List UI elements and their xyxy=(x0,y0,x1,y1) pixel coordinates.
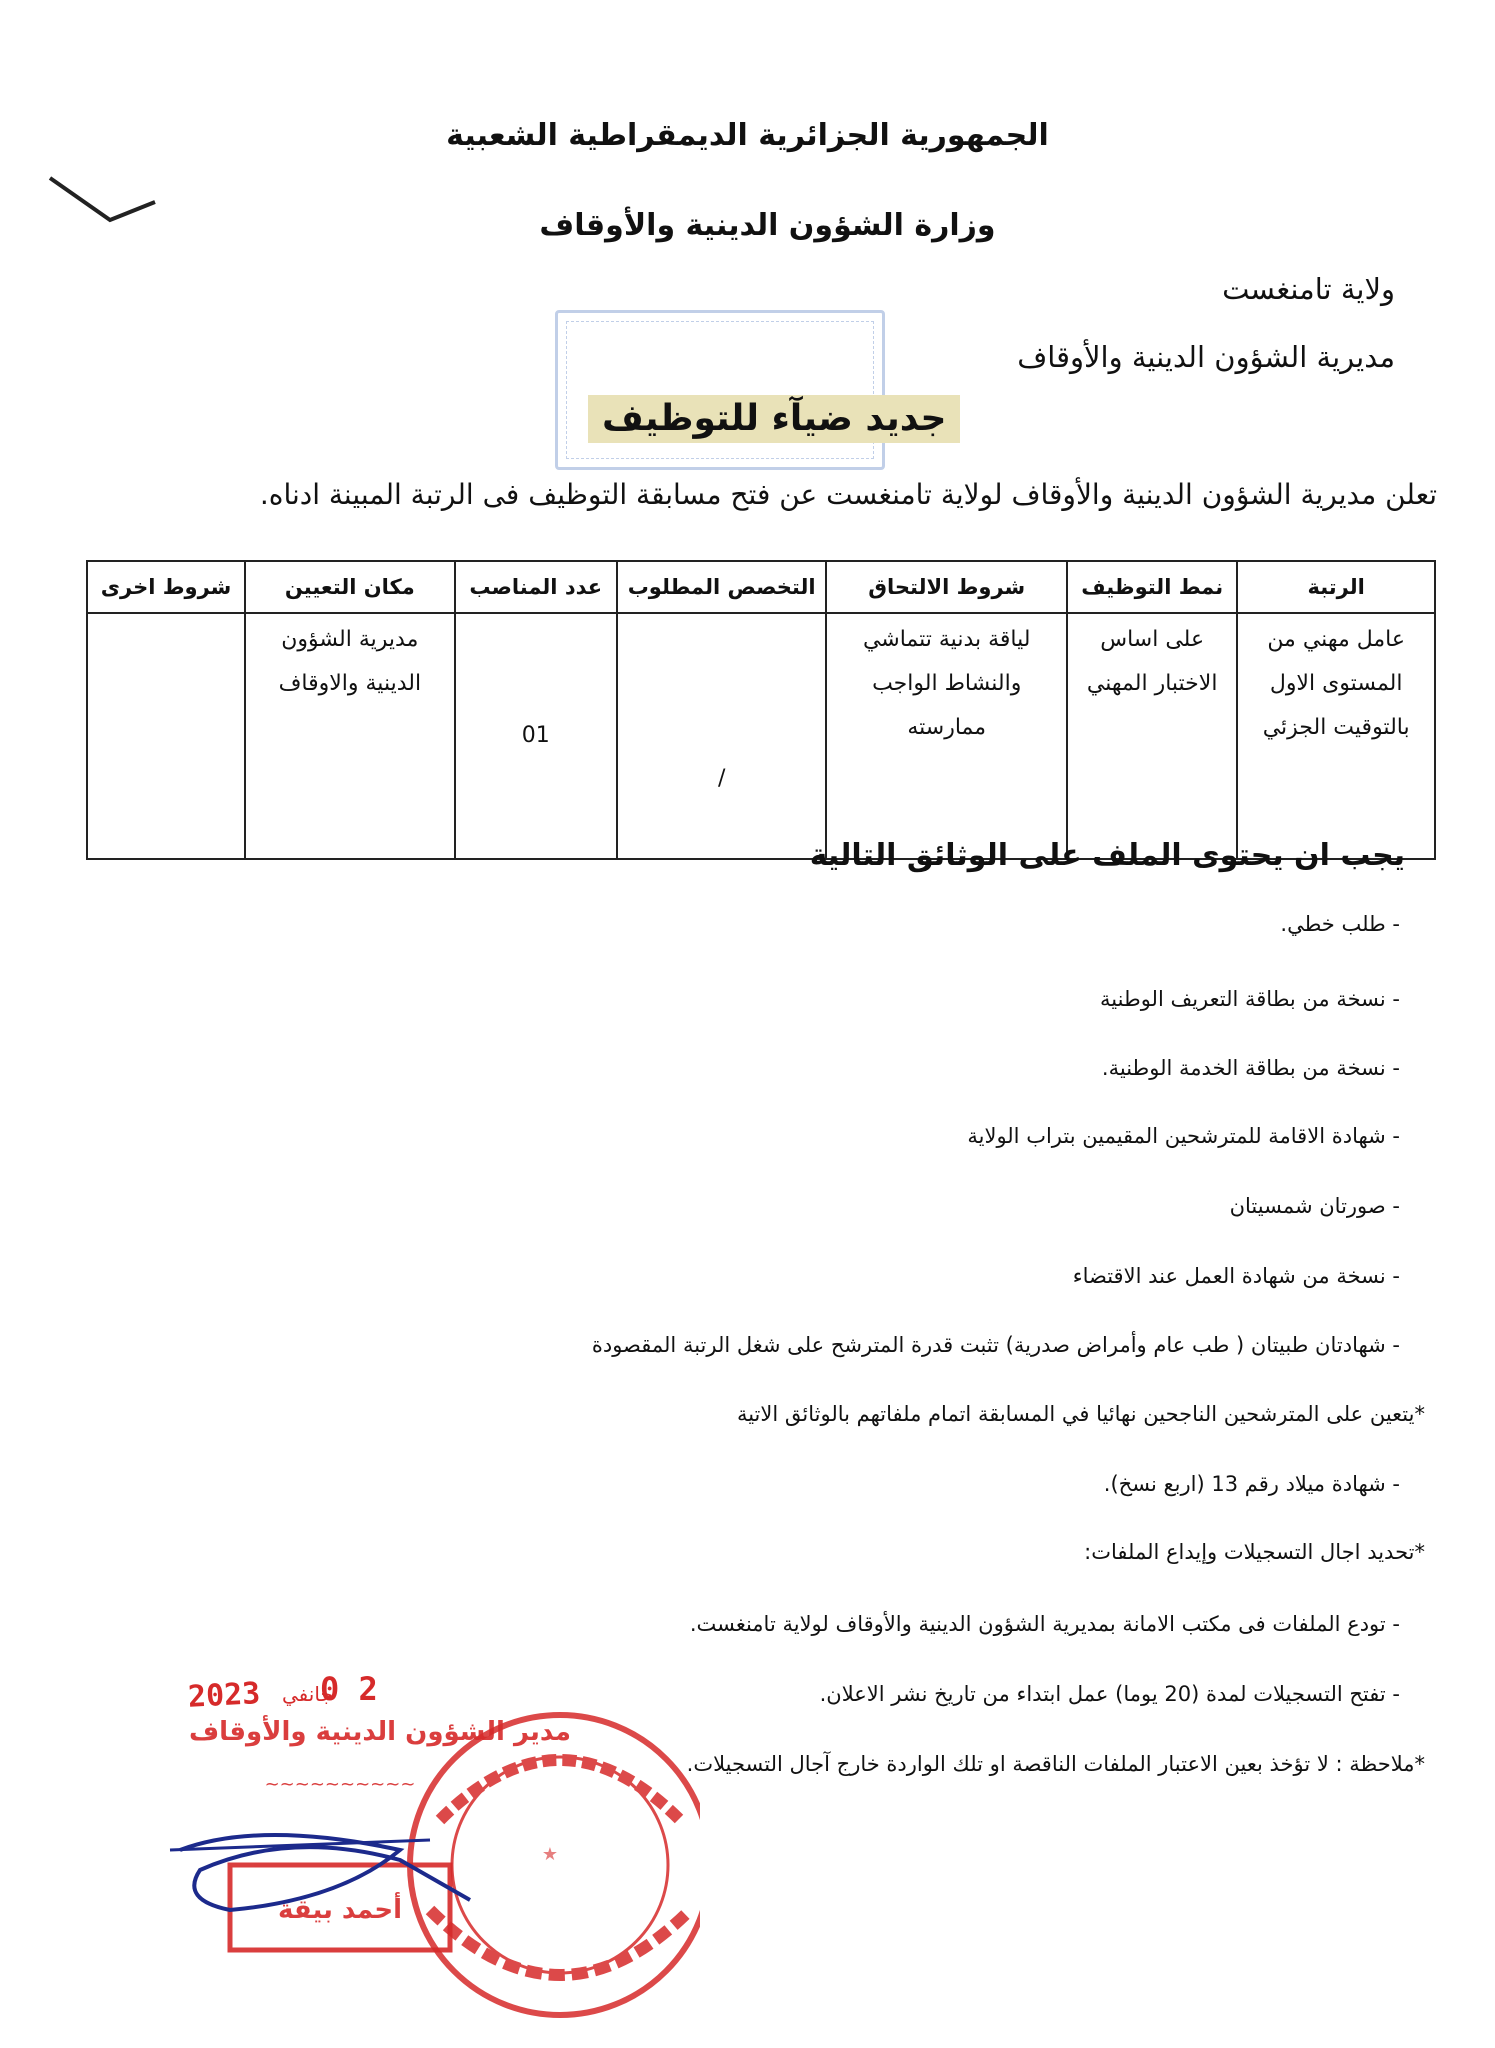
republic-title: الجمهورية الجزائرية الديمقراطية الشعبية xyxy=(446,118,1049,153)
cell-specialty: / xyxy=(617,613,826,859)
svg-text:★: ★ xyxy=(541,1844,559,1865)
list-item: - صورتان شمسيتان xyxy=(1229,1194,1400,1218)
cell-conditions: لياقة بدنية تتماشي والنشاط الواجب ممارسته xyxy=(826,613,1067,859)
table-header-row xyxy=(87,561,1435,613)
svg-text:أحمد بيقة: أحمد بيقة xyxy=(277,1895,403,1925)
directorate-name: مديرية الشؤون الدينية والأوقاف xyxy=(1017,340,1395,374)
col-mode: نمط التوظيف xyxy=(1067,561,1237,613)
date-stamp-year: 2023 xyxy=(187,1676,262,1715)
col-conditions: شروط الالتحاق xyxy=(826,561,1067,613)
list-item: - شهادة ميلاد رقم 13 (اربع نسخ). xyxy=(1103,1472,1400,1496)
official-stamps-and-signature xyxy=(140,1700,700,2048)
date-stamp-month: جانفي xyxy=(282,1682,333,1706)
cell-mode: على اساس الاختبار المهني xyxy=(1067,613,1237,859)
successful-note: *يتعين على المترشحين الناجحين نهائيا في المسابقة اتمام ملفاتهم بالوثائق الاتية xyxy=(736,1402,1425,1426)
cell-place: مديرية الشؤون الدينية والاوقاف xyxy=(245,613,454,859)
list-item: - نسخة من بطاقة الخدمة الوطنية. xyxy=(1101,1056,1400,1080)
col-rank: الرتبة xyxy=(1237,561,1435,613)
deadlines-heading: *تحديد اجال التسجيلات وإيداع الملفات: xyxy=(1084,1540,1425,1564)
list-item: - طلب خطي. xyxy=(1280,912,1400,936)
faint-blue-stamp xyxy=(555,310,885,470)
positions-table xyxy=(86,560,1436,860)
table-row xyxy=(87,613,1435,859)
list-item: - تفتح التسجيلات لمدة (20 يوما) عمل ابتداء من تاريخ نشر الاعلان. xyxy=(819,1682,1400,1706)
intro-paragraph: تعلن مديرية الشؤون الدينية والأوقاف لولاية تامنغست عن فتح مسابقة التوظيف فى الرتبة المبينة ادناه. xyxy=(259,478,1437,511)
col-place: مكان التعيين xyxy=(245,561,454,613)
round-seal-icon xyxy=(410,1715,700,2015)
col-positions: عدد المناصب xyxy=(455,561,617,613)
svg-text:مدير الشؤون الدينية والأوقاف: مدير الشؤون الدينية والأوقاف xyxy=(188,1717,572,1747)
remark: *ملاحظة : لا تؤخذ بعين الاعتبار الملفات الناقصة او تلك الواردة خارج آجال التسجيلات. xyxy=(686,1752,1425,1776)
rect-stamp-icon xyxy=(189,1715,571,1950)
cell-positions: 01 xyxy=(455,613,617,859)
list-item: - نسخة من شهادة العمل عند الاقتضاء xyxy=(1072,1264,1400,1288)
list-item: - نسخة من بطاقة التعريف الوطنية xyxy=(1100,987,1400,1011)
list-item: - شهادة الاقامة للمترشحين المقيمين بتراب الولاية xyxy=(967,1124,1400,1148)
documents-heading: يجب ان يحتوى الملف على الوثائق التالية xyxy=(809,838,1405,873)
list-item: - شهادتان طبيتان ( طب عام وأمراض صدرية) تثبت قدرة المترشح على شغل الرتبة المقصودة xyxy=(591,1333,1400,1357)
date-stamp-day: 0 2 xyxy=(320,1670,378,1708)
wilaya-name: ولاية تامنغست xyxy=(1222,272,1395,306)
col-other: شروط اخرى xyxy=(87,561,245,613)
cell-rank: عامل مهني من المستوى الاول بالتوقيت الجزئي xyxy=(1237,613,1435,859)
svg-text:~~~~~~~~~~: ~~~~~~~~~~ xyxy=(264,1774,416,1795)
col-specialty: التخصص المطلوب xyxy=(617,561,826,613)
cell-other xyxy=(87,613,245,859)
list-item: - تودع الملفات فى مكتب الامانة بمديرية الشؤون الدينية والأوقاف لولاية تامنغست. xyxy=(689,1612,1400,1636)
highlighted-title: جديد ضيآء للتوظيف xyxy=(588,395,960,443)
ministry-title: وزارة الشؤون الدينية والأوقاف xyxy=(539,208,996,243)
